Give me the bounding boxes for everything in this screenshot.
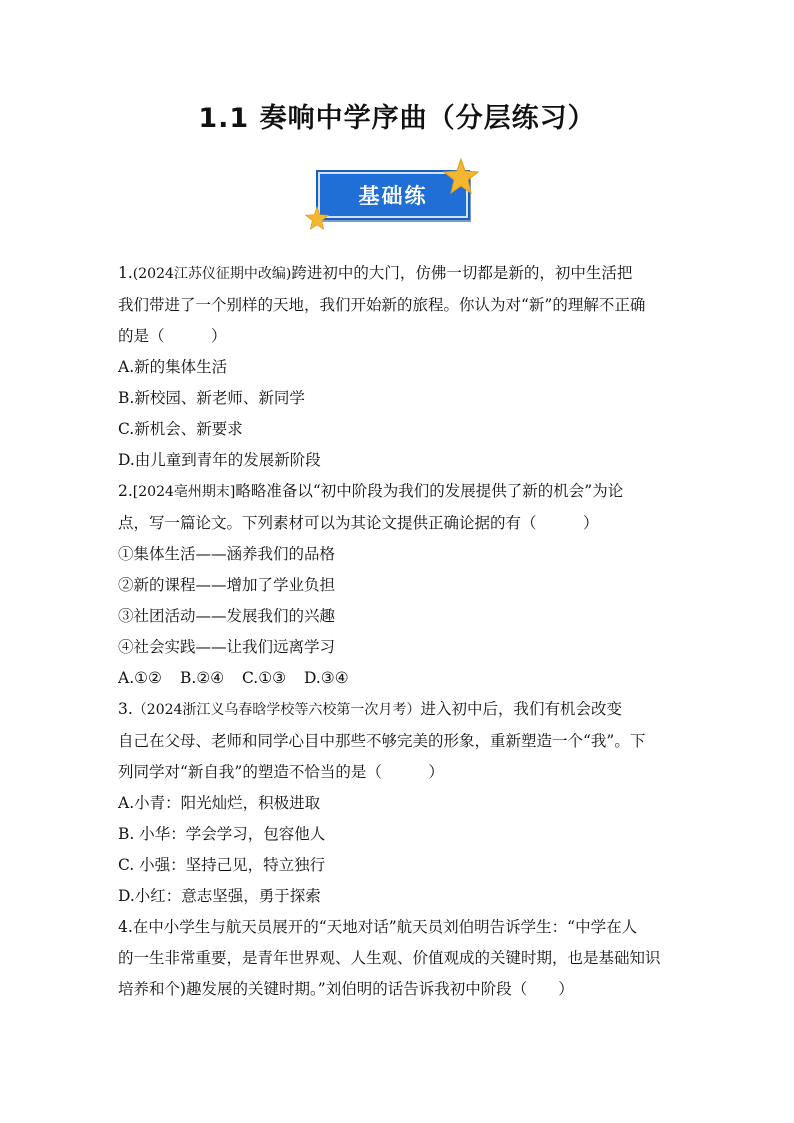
- question-stem-line: [118, 694, 678, 726]
- option-c: C. 小强：坚持己见，特立独行: [118, 856, 326, 874]
- option-a: A.①②: [118, 669, 162, 687]
- question-list: [118, 258, 678, 1005]
- question-1: [118, 258, 678, 476]
- question-source: （2024浙江义乌春晗学校等六校第一次月考）: [132, 702, 421, 718]
- question-2: [118, 476, 678, 694]
- option-row: [118, 663, 678, 694]
- section-banner: [305, 158, 480, 230]
- question-stem-line: [118, 258, 678, 290]
- question-stem-line: [118, 912, 678, 943]
- question-text: 略略准备以“初中阶段为我们的发展提供了新的机会”为论: [235, 482, 624, 500]
- question-text: 跨进初中的大门，仿佛一切都是新的，初中生活把: [291, 264, 633, 282]
- option-d: D.小红：意志坚强，勇于探索: [118, 887, 321, 905]
- star-icon: [305, 206, 329, 230]
- question-stem-line: 自己在父母、老师和同学心目中那些不够完美的形象，重新塑造一个“我”。下: [118, 732, 646, 750]
- question-number: 2.: [118, 482, 133, 500]
- question-number: 4.: [118, 918, 133, 936]
- page-title: 1.1 奏响中学序曲（分层练习）: [198, 103, 596, 134]
- option-a: A.小青：阳光灿烂，积极进取: [118, 794, 321, 812]
- option-c: C.①③: [242, 669, 287, 687]
- option-b: B.②④: [180, 669, 225, 687]
- question-text: 进入初中后，我们有机会改变: [420, 700, 622, 718]
- question-number: 1.: [118, 264, 133, 282]
- question-stem-line: [118, 476, 678, 508]
- question-stem-line: 列同学对“新自我”的塑造不恰当的是（ ）: [118, 763, 444, 781]
- statement-item: ③社团活动——发展我们的兴趣: [118, 607, 336, 625]
- option-c: C.新机会、新要求: [118, 420, 243, 438]
- option-b: B.新校园、新老师、新同学: [118, 389, 305, 407]
- star-icon: [443, 158, 479, 194]
- question-stem-line: 点，写一篇论文。下列素材可以为其论文提供正确论据的有（ ）: [118, 514, 599, 532]
- question-source: (2024江苏仪征期中改编): [132, 266, 292, 282]
- option-d: D.由儿童到青年的发展新阶段: [118, 451, 321, 469]
- option-d: D.③④: [304, 669, 349, 687]
- question-3: [118, 694, 678, 912]
- option-b: B. 小华：学会学习，包容他人: [118, 825, 326, 843]
- question-stem-line: 的是（ ）: [118, 327, 227, 345]
- question-stem-line: 的一生非常重要，是青年世界观、人生观、价值观成的关键时期，也是基础知识: [118, 949, 661, 967]
- banner-label: 基础练: [358, 184, 428, 208]
- question-stem-line: 培养和个)趣发展的关键时期。”刘伯明的话告诉我初中阶段（ ）: [118, 980, 574, 998]
- question-text: 在中小学生与航天员展开的“天地对话”航天员刘伯明告诉学生：“中学在人: [132, 918, 638, 936]
- question-4: [118, 912, 678, 1005]
- statement-item: ①集体生活——涵养我们的品格: [118, 545, 336, 563]
- question-stem-line: 我们带进了一个别样的天地，我们开始新的旅程。你认为对“新”的理解不正确: [118, 296, 646, 314]
- statement-item: ④社会实践——让我们远离学习: [118, 638, 336, 656]
- question-source: [2024亳州期末]: [132, 484, 236, 500]
- question-number: 3.: [118, 700, 133, 718]
- option-a: A.新的集体生活: [118, 358, 228, 376]
- statement-item: ②新的课程——增加了学业负担: [118, 576, 336, 594]
